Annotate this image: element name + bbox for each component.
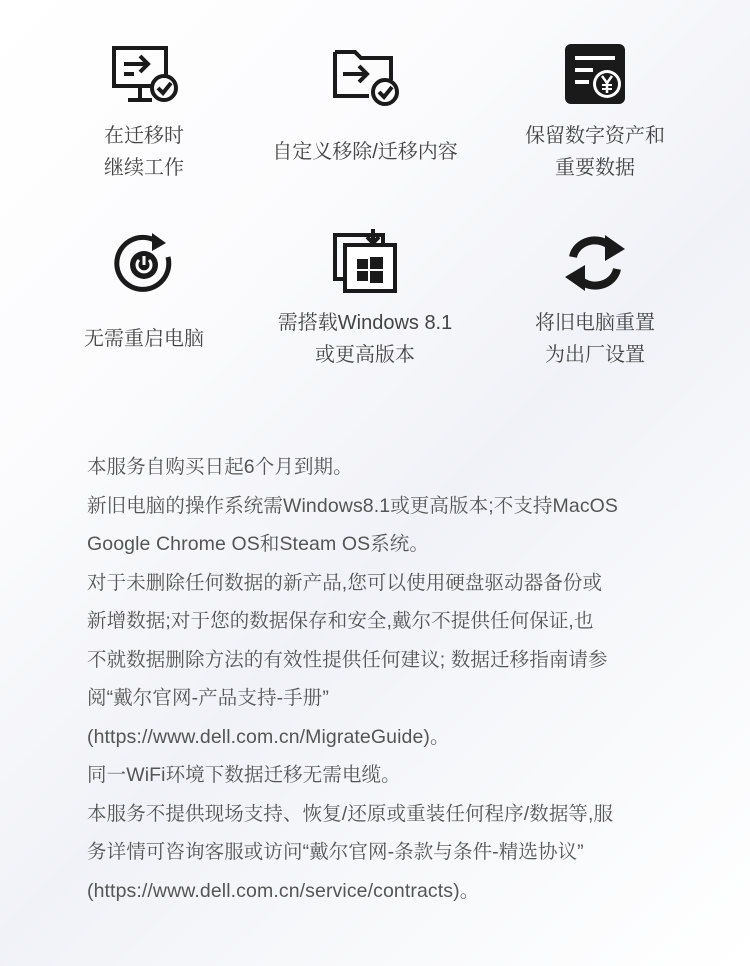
feature-label: 在迁移时 继续工作 <box>104 125 184 179</box>
feature-label: 保留数字资产和 重要数据 <box>525 125 665 179</box>
folder-migrate-check-icon <box>329 40 401 112</box>
feature-continue-working <box>29 40 259 184</box>
note-line: 对于未删除任何数据的新产品,您可以使用硬盘驱动器备份或 <box>87 571 603 594</box>
refresh-arrows-icon <box>559 227 631 299</box>
note-line: (https://www.dell.com.cn/MigrateGuide)。 <box>87 725 450 748</box>
note-line: 务详情可咨询客服或访问“戴尔官网-条款与条件-精选协议” <box>87 841 584 863</box>
feature-no-restart <box>29 227 259 355</box>
note-line: 不就数据删除方法的有效性提供任何建议; 数据迁移指南请参 <box>87 648 608 671</box>
note-line: 本服务自购买日起6个月到期。 <box>87 456 353 478</box>
feature-custom-migrate <box>250 40 480 168</box>
note-line: 新增数据;对于您的数据保存和安全,戴尔不提供任何保证,也 <box>87 610 594 632</box>
feature-windows-version <box>250 227 480 371</box>
yuan-document-icon <box>559 40 631 112</box>
note-line: 本服务不提供现场支持、恢复/还原或重装任何程序/数据等,服 <box>87 802 614 825</box>
feature-keep-assets <box>480 40 710 184</box>
power-restart-icon <box>108 227 180 299</box>
note-line: 阅“戴尔官网-产品支持-手册” <box>87 687 329 709</box>
feature-label: 无需重启电脑 <box>84 328 204 350</box>
feature-label: 需搭载Windows 8.1 或更高版本 <box>277 312 453 366</box>
service-notes <box>87 448 687 910</box>
note-line: Google Chrome OS和Steam OS系统。 <box>87 533 429 555</box>
feature-factory-reset <box>480 227 710 371</box>
note-line: 新旧电脑的操作系统需Windows8.1或更高版本;不支持MacOS <box>87 494 619 517</box>
windows-window-icon <box>329 227 401 299</box>
note-line: (https://www.dell.com.cn/service/contracts)。 <box>87 879 480 902</box>
note-line: 同一WiFi环境下数据迁移无需电缆。 <box>87 764 401 786</box>
feature-label: 自定义移除/迁移内容 <box>272 141 458 163</box>
monitor-migrate-check-icon <box>108 40 180 112</box>
feature-label: 将旧电脑重置 为出厂设置 <box>535 312 655 366</box>
